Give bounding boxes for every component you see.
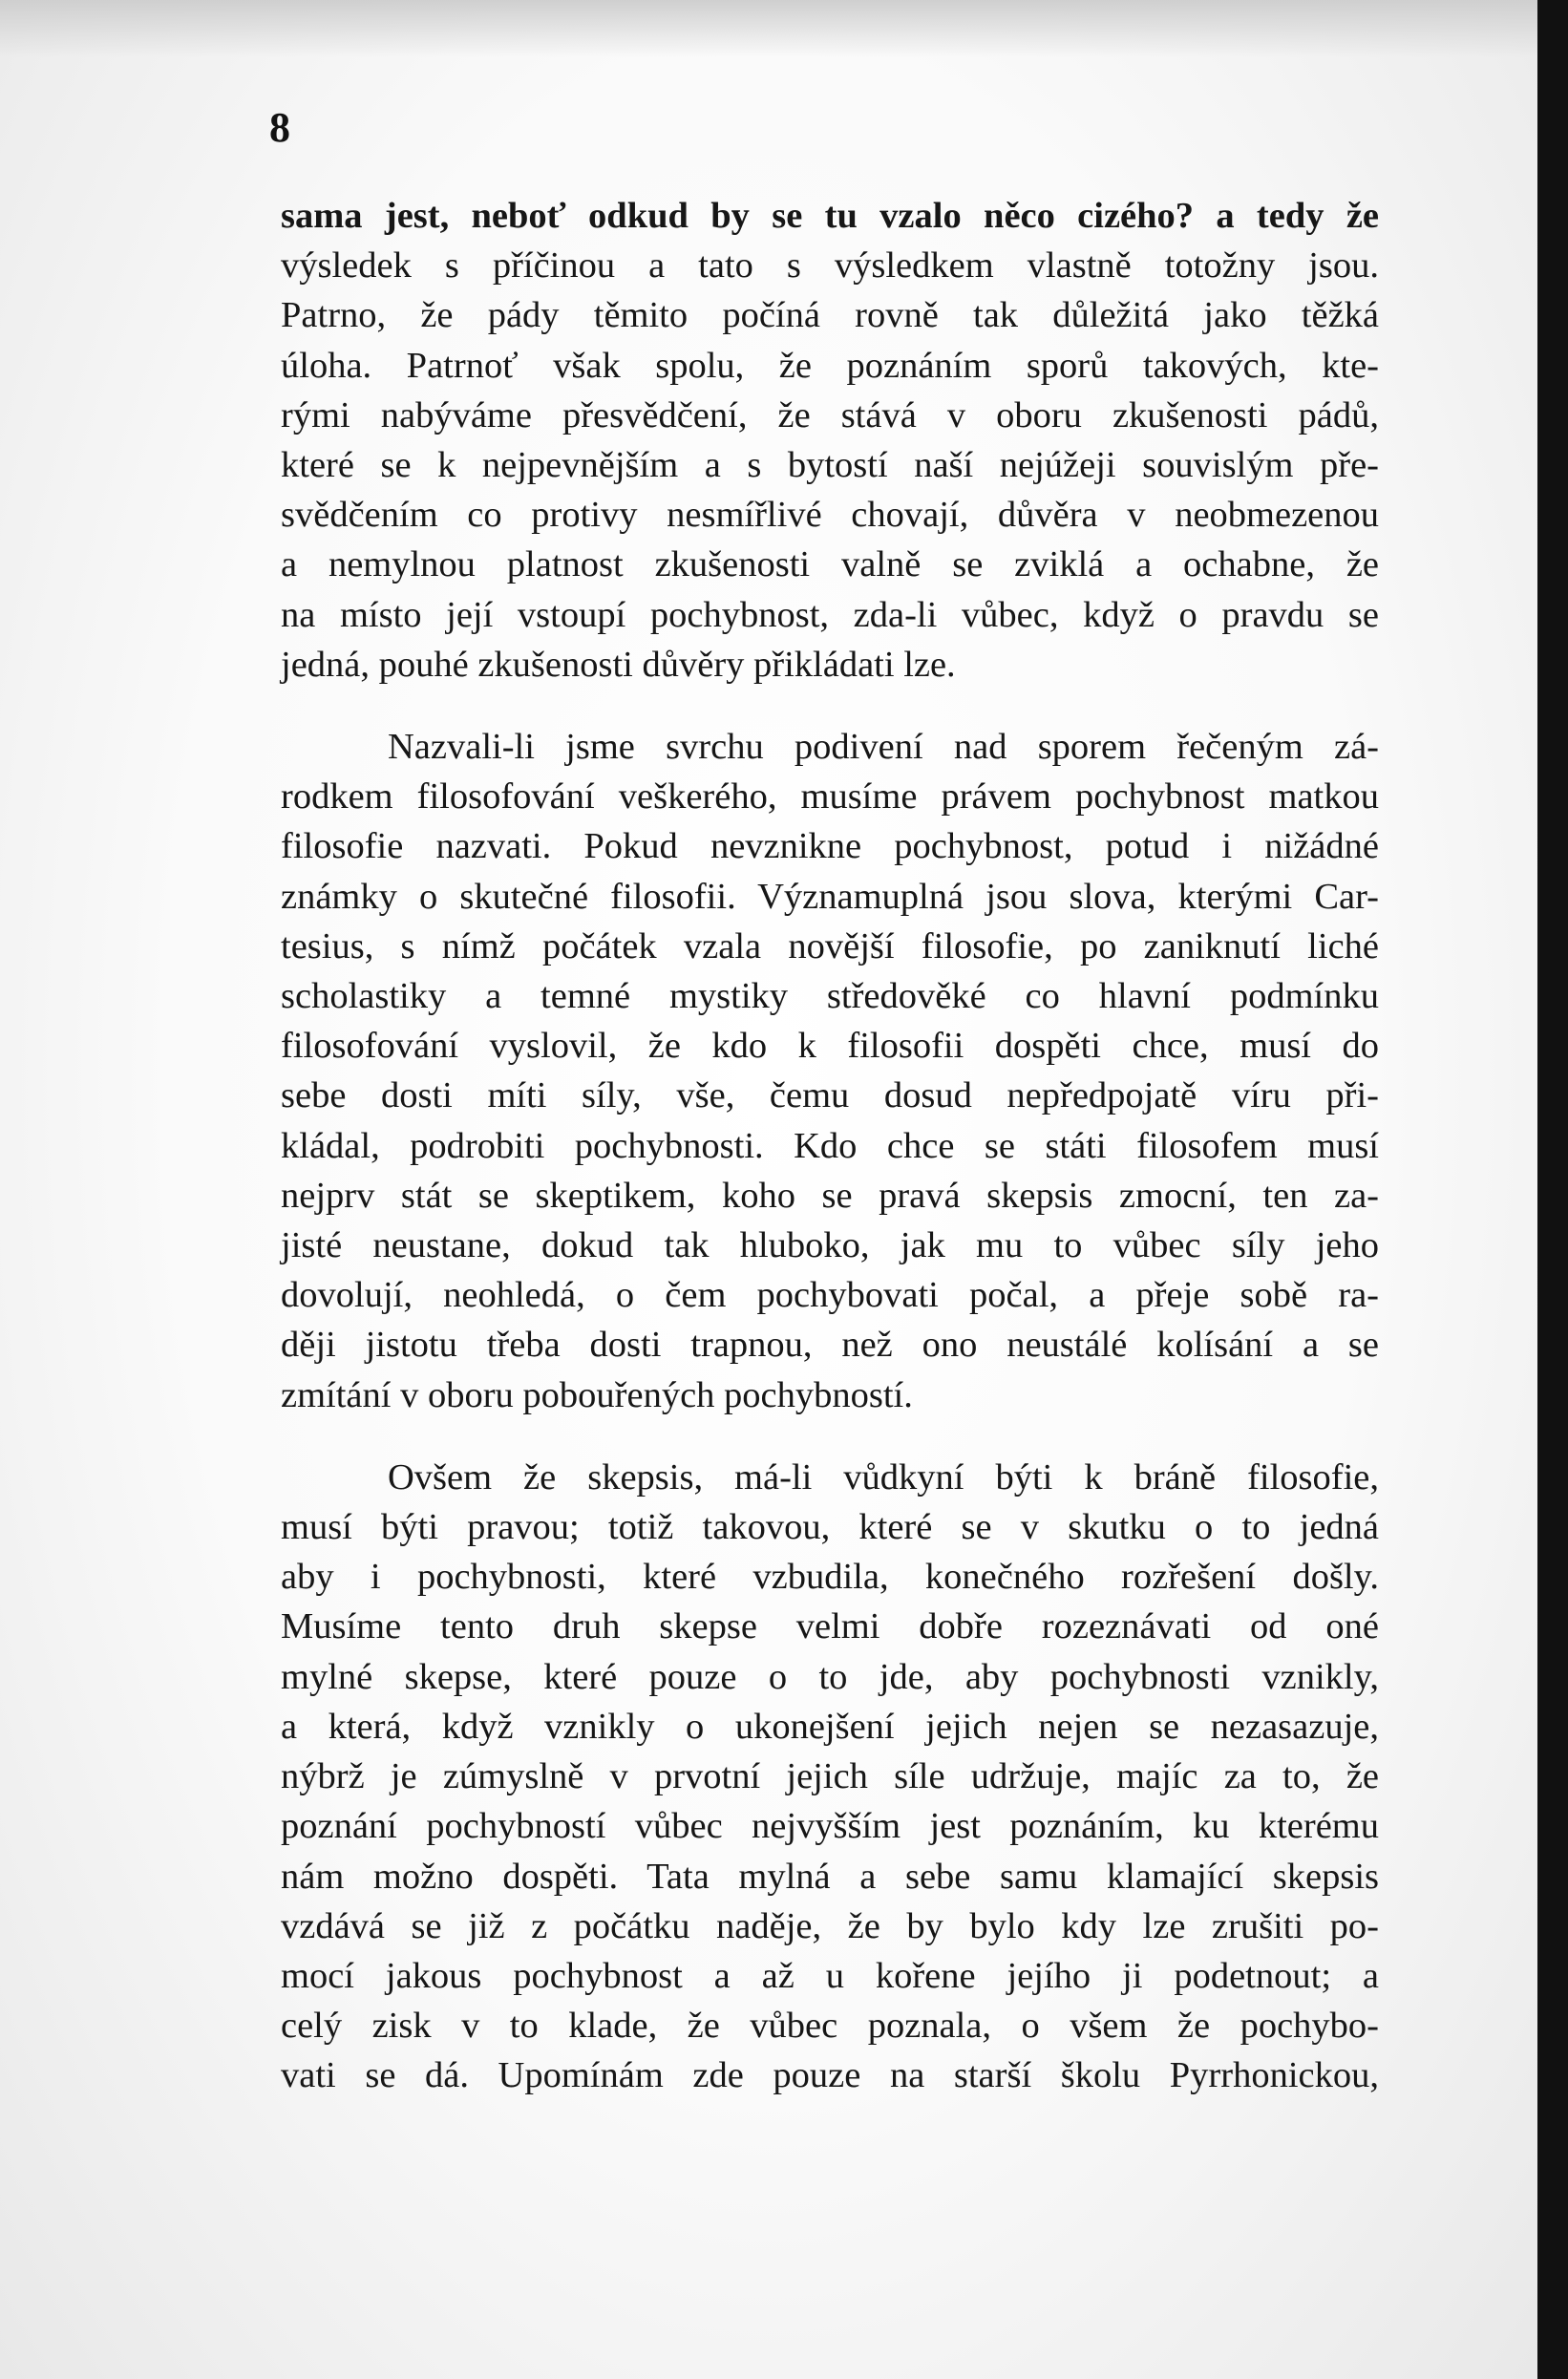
- text-line: rodkem filosofování veškerého, musíme právem pochybnost matkou: [281, 776, 1379, 818]
- text-line: zmítání v oboru pobouřených pochybností.: [281, 1374, 913, 1415]
- text-line: Patrno, že pády těmito počíná rovně tak důležitá jako těžká: [281, 295, 1379, 336]
- text-line: scholastiky a temné mystiky středověké co hlavní podmínku: [281, 976, 1379, 1017]
- text-line: sebe dosti míti síly, vše, čemu dosud nepředpojatě víru při-: [281, 1075, 1379, 1116]
- text-line: a která, když vznikly o ukonejšení jejich nejen se nezasazuje,: [281, 1706, 1379, 1747]
- body-text: [281, 191, 1379, 2101]
- text-line: mocí jakous pochybnost a až u kořene jejího ji podetnout; a: [281, 1955, 1379, 1996]
- text-line: mylné skepse, které pouze o to jde, aby pochybnosti vznikly,: [281, 1656, 1379, 1697]
- text-line: poznání pochybností vůbec nejvyšším jest poznáním, ku kterému: [281, 1806, 1379, 1847]
- text-line: rými nabýváme přesvědčení, že stává v oboru zkušenosti pádů,: [281, 394, 1379, 435]
- text-line: vati se dá. Upomínám zde pouze na starší školu Pyrrhonickou,: [281, 2055, 1379, 2096]
- text-line: nám možno dospěti. Tata mylná a sebe samu klamající skepsis: [281, 1856, 1379, 1897]
- text-line: sama jest, neboť odkud by se tu vzalo něco cizého? a tedy že: [281, 196, 1379, 236]
- page-number: 8: [269, 104, 290, 151]
- text-line: filosofie nazvati. Pokud nevznikne pochybnost, potud i nižádné: [281, 826, 1379, 867]
- text-line: úloha. Patrnoť však spolu, že poznáním sporů takových, kte-: [281, 345, 1379, 386]
- text-line: celý zisk v to klade, že vůbec poznala, o všem že pochybo-: [281, 2006, 1379, 2047]
- text-line: ději jistotu třeba dosti trapnou, než ono neustálé kolísání a se: [281, 1325, 1379, 1366]
- text-line: svědčením co protivy nesmířlivé chovají, důvěra v neobmezenou: [281, 495, 1379, 536]
- text-line: na místo její vstoupí pochybnost, zda-li vůbec, když o pravdu se: [281, 594, 1379, 635]
- text-line: musí býti pravou; totiž takovou, které se v skutku o to jedná: [281, 1507, 1379, 1548]
- text-line: vzdává se již z počátku naděje, že by bylo kdy lze zrušiti po-: [281, 1905, 1379, 1946]
- text-line: jisté neustane, dokud tak hluboko, jak mu to vůbec síly jeho: [281, 1225, 1379, 1266]
- scan-edge: [1537, 0, 1568, 2379]
- text-line: filosofování vyslovil, že kdo k filosofii dospěti chce, musí do: [281, 1026, 1379, 1067]
- text-line: nýbrž je zúmyslně v prvotní jejich síle udržuje, majíc za to, že: [281, 1756, 1379, 1797]
- paragraph-2: [281, 722, 1379, 1420]
- text-line: aby i pochybnosti, které vzbudila, konečného rozřešení došly.: [281, 1557, 1379, 1598]
- text-line: výsledek s příčinou a tato s výsledkem vlastně totožny jsou.: [281, 245, 1379, 287]
- text-line: které se k nejpevnějším a s bytostí naší nejúžeji souvislým pře-: [281, 445, 1379, 486]
- text-line: jedná, pouhé zkušenosti důvěry přikládati lze.: [281, 644, 956, 685]
- text-line: a nemylnou platnost zkušenosti valně se zviklá a ochabne, že: [281, 544, 1379, 585]
- text-line: kládal, podrobiti pochybnosti. Kdo chce se státi filosofem musí: [281, 1125, 1379, 1166]
- text-line: Nazvali-li jsme svrchu podivení nad sporem řečeným zá-: [388, 727, 1379, 768]
- paragraph-3: [281, 1453, 1379, 2101]
- paragraph-1: [281, 191, 1379, 690]
- page-top-shadow: [0, 0, 1537, 57]
- text-line: tesius, s nímž počátek vzala novější filosofie, po zaniknutí liché: [281, 925, 1379, 966]
- text-line: nejprv stát se skeptikem, koho se pravá skepsis zmocní, ten za-: [281, 1175, 1379, 1216]
- text-line: dovolují, neohledá, o čem pochybovati počal, a přeje sobě ra-: [281, 1275, 1379, 1316]
- text-line: známky o skutečné filosofii. Významuplná jsou slova, kterými Car-: [281, 876, 1379, 917]
- text-line: Ovšem že skepsis, má-li vůdkyní býti k bráně filosofie,: [388, 1456, 1379, 1497]
- text-line: Musíme tento druh skepse velmi dobře rozeznávati od oné: [281, 1606, 1379, 1647]
